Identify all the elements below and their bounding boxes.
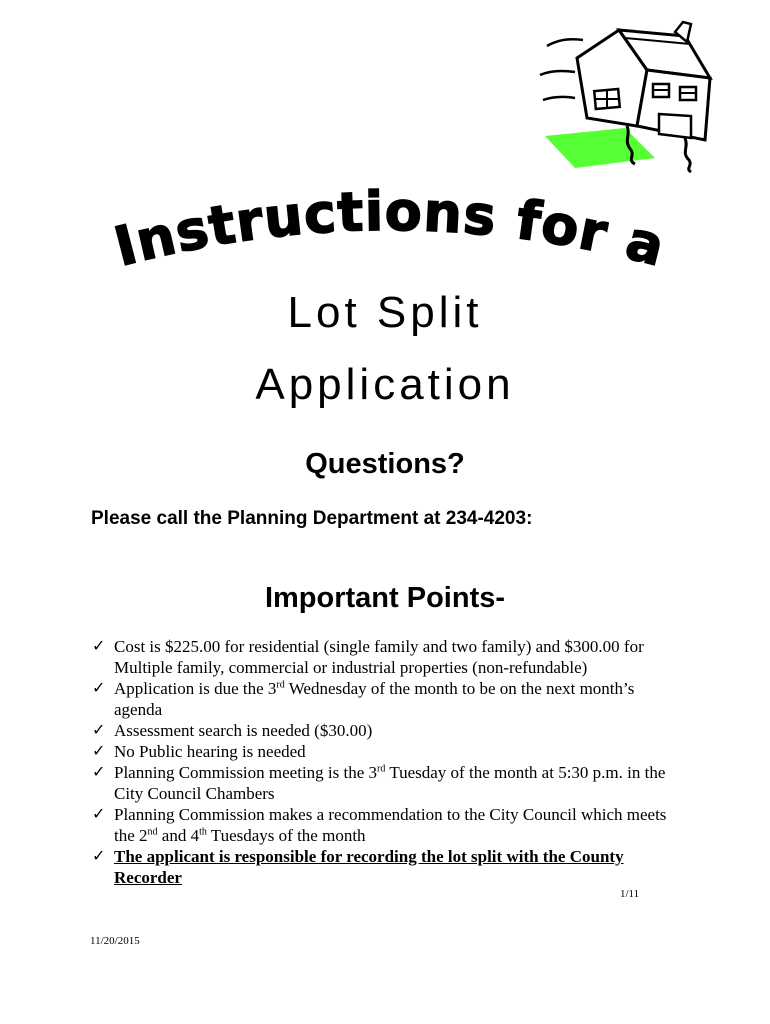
- svg-text:Instructions for a: [108, 180, 671, 279]
- check-icon: ✓: [92, 722, 106, 739]
- list-item: ✓ Application is due the 3rd Wednesday of the month to be on the next month’s agenda: [92, 679, 635, 719]
- arched-title: [90, 180, 690, 280]
- questions-heading: Questions?: [305, 448, 465, 480]
- check-icon: ✓: [92, 764, 106, 781]
- title-line-1: Lot Split: [287, 288, 483, 337]
- list-item: ✓ The applicant is responsible for recording the lot split with the County Recorder: [92, 847, 624, 887]
- page-number: 1/11: [620, 888, 640, 900]
- list-item: ✓ Cost is $225.00 for residential (single family and two family) and $300.00 for Multiple family, commercial or industrial properties (non-refundable): [92, 637, 644, 677]
- check-icon: ✓: [92, 806, 106, 823]
- call-planning-line: Please call the Planning Department at 234-4203:: [91, 508, 533, 529]
- list-item: ✓ No Public hearing is needed: [92, 742, 306, 761]
- footer-date: 11/20/2015: [90, 935, 140, 947]
- important-points-list: [92, 636, 672, 888]
- arched-title-text: Instructions for a: [108, 180, 672, 279]
- list-item: ✓ Planning Commission meeting is the 3rd Tuesday of the month at 5:30 p.m. in the City Council Chambers: [92, 763, 666, 803]
- important-points-heading: Important Points-: [264, 582, 506, 614]
- check-icon: ✓: [92, 638, 106, 655]
- list-item: ✓ Planning Commission makes a recommendation to the City Council which meets the 2nd and 4th Tuesdays of the month: [92, 805, 667, 845]
- check-icon: ✓: [92, 743, 106, 760]
- list-item: ✓ Assessment search is needed ($30.00): [92, 721, 373, 740]
- check-icon: ✓: [92, 680, 106, 697]
- title-line-2: Application: [255, 360, 515, 409]
- running-house-icon: [535, 18, 725, 178]
- check-icon: ✓: [92, 848, 106, 865]
